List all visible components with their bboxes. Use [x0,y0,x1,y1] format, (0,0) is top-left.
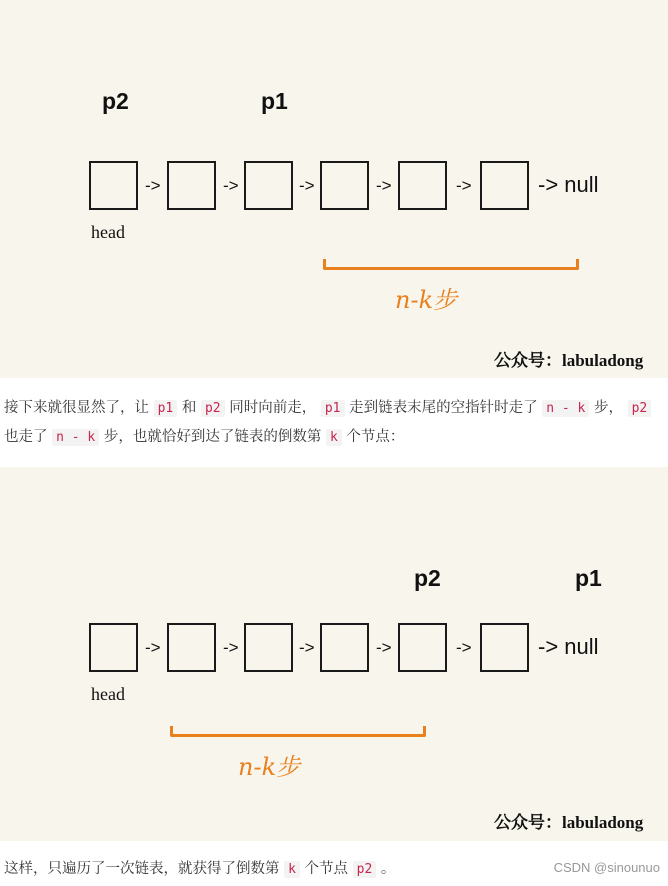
pointer-p2-label: p2 [102,88,129,114]
text: 和 [181,400,197,416]
arrow-3: -> [299,176,315,195]
steps-brace [323,259,579,270]
pointer-p1-label: p1 [575,565,602,591]
list-node-6 [480,623,529,672]
arrow-4: -> [376,638,392,657]
text: 。 [380,861,396,877]
text: 个节点 [304,861,349,877]
text: 走到链表末尾的空指针时走了 [349,400,538,416]
steps-label: n-k步 [395,286,458,314]
list-node-2 [167,161,216,210]
diagram-1 [0,0,668,378]
pointer-p2-label: p2 [414,565,441,591]
null-label: -> null [538,172,599,197]
code-p2: p2 [201,400,225,417]
list-node-1 [89,623,138,672]
arrow-3: -> [299,638,315,657]
arrow-5: -> [456,176,472,195]
diagram-2 [0,467,668,841]
code-k: k [326,429,342,446]
list-node-5 [398,161,447,210]
arrow-5: -> [456,638,472,657]
pointer-p1-label: p1 [261,88,288,114]
code-n-minus-k: n - k [52,429,99,446]
text: 个节点： [346,429,405,445]
text: 步， [593,400,623,416]
arrow-2: -> [223,638,239,657]
text: 这样，只遍历了一次链表，就获得了倒数第 [4,861,280,877]
text: 同时向前走， [229,400,317,416]
list-node-4 [320,623,369,672]
csdn-watermark: CSDN @sinounuo [553,860,660,875]
code-p2: p2 [353,861,377,878]
watermark: 公众号：labuladong [494,813,644,832]
steps-label: n-k步 [238,753,301,781]
text: 步，也就恰好到达了链表的倒数第 [103,429,322,445]
list-node-5 [398,623,447,672]
null-label: -> null [538,634,599,659]
arrow-1: -> [145,176,161,195]
text: 接下来就很显然了，让 [4,400,149,416]
paragraph-1 [4,394,664,452]
list-node-4 [320,161,369,210]
list-node-3 [244,623,293,672]
head-label: head [91,222,125,242]
list-node-2 [167,623,216,672]
list-node-1 [89,161,138,210]
code-p1: p1 [154,400,178,417]
arrow-1: -> [145,638,161,657]
watermark: 公众号：labuladong [494,351,644,370]
code-n-minus-k: n - k [542,400,589,417]
code-p2: p2 [628,400,652,417]
code-p1: p1 [321,400,345,417]
head-label: head [91,684,125,704]
arrow-2: -> [223,176,239,195]
text: 也走了 [4,429,48,445]
list-node-3 [244,161,293,210]
list-node-6 [480,161,529,210]
steps-brace [170,726,426,737]
code-k: k [284,861,300,878]
arrow-4: -> [376,176,392,195]
